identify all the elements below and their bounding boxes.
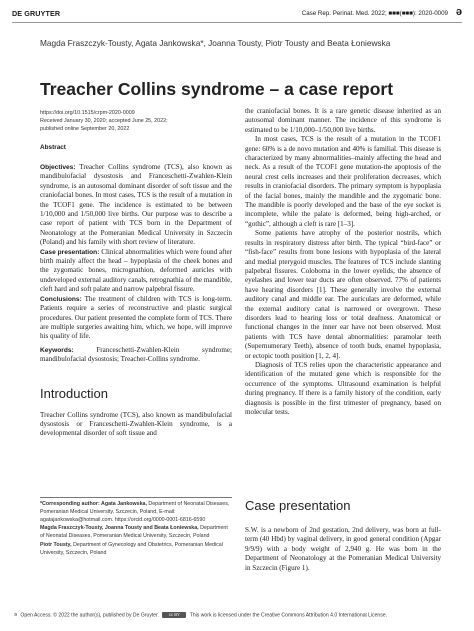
open-access-lock-icon: ə: [14, 612, 17, 619]
case-paragraph-1: S.W. is a newborn of 2nd gestation, 2nd delivery, was born at full-term (40 Hbd) by vaginal delivery, in good general condition (Apgar 9/9/9) with a body weight of 2,940 g. He was born in the Department of Neonatology at the Pomeranian Medical University in Szczecin (Figure 1).: [245, 526, 441, 572]
abstract-conclusions: [40, 295, 232, 342]
received-date: Received January 30, 2020; accepted June 25, 2022;: [40, 118, 168, 125]
keywords-text: Franceschetti-Zwahlen-Klein syndrome; mandibulofacial dysostosis; Treacher-Collins syndrome.: [40, 345, 232, 364]
header-divider: [12, 22, 462, 23]
corr-text: Department of Neonatal Diseases, Pomeranian Medical University, Szczecin, Poland, E-mail: agatajankowska@hotmail.com. https://orcid.org/0000-0001-6816-6590: [40, 501, 230, 523]
publisher-name: DE GRUYTER: [12, 9, 61, 18]
abstract-objectives: [40, 163, 232, 248]
footnotes: [40, 501, 232, 558]
abstract-heading: Abstract: [40, 144, 66, 151]
introduction-paragraph: Treacher Collins syndrome (TCS), also known as mandibulofacial dysostosis or Franceschetti-Zwahlen-Klein syndrome, is a developmental disorder of soft tissue and: [40, 410, 232, 438]
aff2-label: Piotr Tousty,: [40, 541, 72, 548]
introduction-heading: Introduction: [40, 385, 108, 401]
objectives-label: Objectives:: [40, 164, 76, 171]
license-statement: This work is licensed under the Creative Commons Attribution 4.0 International License.: [189, 612, 388, 619]
corresponding-author-note: [40, 501, 232, 524]
left-column: [40, 144, 232, 439]
intro-paragraph-3: Some patients have atrophy of the posterior nostrils, which results in respiratory distress after birth. The typical “bird-face” or “fish-face” results from bone lesions with hypoplasia of the lateral and medial pterygoid muscles. The features of TCS include slanting palpebral fissures. Coloboma in the lower eyelids, the absence of eyelashes and lower tear ducts are often observed. 77% of patients have hearing disorders [1]. These generally involve the external auditory canal and middle ear. The auriculars are deformed, while the external auditory canal is narrowed or overgrown. These disorders lead to hearing loss or total deafness. Anatomical or functional changes in the inner ear have not been observed. Most patients with TCS have dental abnormalities: paramolar teeth (Supernumerary Teeth), absence of tooth buds, enamel hypoplasia, or ectopic tooth position [1, 2, 4].: [245, 229, 441, 360]
intro-paragraph-4: Diagnosis of TCS relies upon the characteristic appearance and identification of the mutated gene which is responsible for the occurrence of the symptoms. Ultrasound examination is helpful during pregnancy. If there is a family history of the condition, early diagnosis is possible in the first trimester of pregnancy, based on molecular tests.: [245, 360, 441, 416]
license-footer: [12, 612, 462, 619]
published-date: published online September 20, 2022: [40, 126, 130, 133]
case-text: Clinical abnormalities which were found after birth mainly affect the head – hypoplasia of the cheek bones and the zygomatic bones, micrognathion, deformed auricles with undeveloped external auditory canals, retrognathia of the mandible, cleft hard and soft palate and narrow palpebral fissure.: [40, 247, 232, 294]
aff1-label: Magda Fraszczyk-Tousty, Joanna Tousty and Beata Łoniewska,: [40, 525, 199, 532]
article-title: Treacher Collins syndrome – a case report: [40, 79, 394, 99]
footnote-divider: [40, 497, 232, 498]
doi-link[interactable]: https://doi.org/10.1515/crpm-2020-0009: [40, 110, 135, 116]
intro-continued-paragraph: the craniofacial bones. It is a rare genetic disease inherited as an autosomal dominant manner. The incidence of this syndrome is estimated to be 1/10,000–1/50,000 live births.: [245, 107, 441, 134]
objectives-text: Treacher Collins syndrome (TCS), also known as mandibulofacial dysostosis and Franceschetti-Zwahlen-Klein syndrome, is an autosomal dominant disorder of soft tissue and the craniofacial bones. In most cases, TCS is the result of a mutation in the TCOF1 gene. The incidence is estimated to be between 1/10,000 and 1/50,000 live births. Our purpose was to describe a case report of patient with TCS born in the Department of Neonatology at the Pomeranian Medical University in Szczecin (Poland) and his family with short review of literature.: [40, 163, 232, 247]
open-access-statement: Open Access. © 2022 the author(s), published by De Gruyter.: [20, 612, 159, 619]
affiliation-note-2: [40, 542, 232, 558]
abstract-case: [40, 248, 232, 295]
abstract-keywords: [40, 346, 232, 365]
conclusions-text: The treatment of children with TCS is long-term. Patients require a series of reconstructive and plastic surgical procedures. Our patient presented the complete form of TCS. There are multiple surgeries awaiting him, which, we hope, will improve his quality of life.: [40, 294, 232, 341]
journal-citation: Case Rep. Perinat. Med. 2022; ■■■(■■■): 2020-0009: [301, 9, 448, 17]
right-column: [245, 107, 441, 417]
case-label: Case presentation:: [40, 248, 100, 256]
open-access-logo-icon: ə: [455, 6, 462, 18]
corr-label: *Corresponding author: Agata Jankowska,: [40, 501, 147, 507]
affiliation-note-1: [40, 525, 232, 541]
journal-header: [12, 6, 462, 23]
cc-by-badge-icon[interactable]: cc BY: [162, 612, 186, 618]
article-meta: [40, 109, 230, 134]
case-presentation-heading: Case presentation: [245, 498, 351, 513]
conclusions-label: Conclusions:: [40, 295, 82, 303]
aff1-text: Department of Neonatal Diseases, Pomeranian Medical University, Szczecin, Poland: [40, 525, 228, 540]
intro-paragraph-2: In most cases, TCS is the result of a mutation in the TCOF1 gene: 60% is a de novo mutation and 40% is familial. This disease is characterized by many abnormalities–mainly affecting the head and neck. As a result of the TCOF1 gene mutation-the apoptosis of the neural crest cells increases and their proliferation decreases, which results in craniofacial disorders. The primary symptom is hypoplasia of the facial bones, mainly the mandible and the zygomatic bone. The mandible is poorly developed and the base of the eye socket is incomplete, while the palate is deformed, being high-arched, or “gothic”, although a cleft is rare [1–3].: [245, 135, 441, 228]
aff2-text: Department of Gynecology and Obstetrics, Pomeranian Medical University, Szczecin, Poland: [40, 541, 223, 556]
case-presentation-body: [245, 526, 441, 573]
author-list: Magda Fraszczyk-Tousty, Agata Jankowska*, Joanna Tousty, Piotr Tousty and Beata Łoniewska: [40, 38, 391, 48]
keywords-label: Keywords:: [40, 346, 74, 354]
